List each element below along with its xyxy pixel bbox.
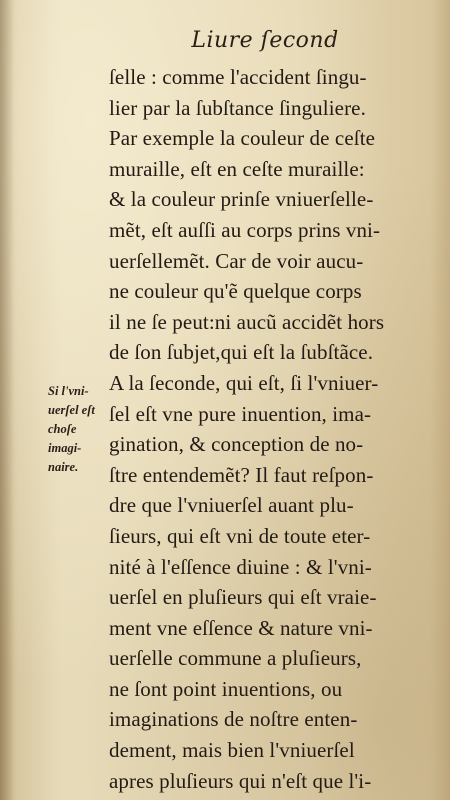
text-line: ſel eſt vne pure inuention, ima- xyxy=(109,401,372,426)
text-line: lier par la ſubſtance ſinguliere. xyxy=(109,95,366,120)
text-line: imaginations de noſtre enten- xyxy=(109,707,358,732)
running-head: Liure ſecond xyxy=(191,28,339,53)
marginal-note-line: imagi- xyxy=(48,441,82,455)
text-line: gination, & conception de no- xyxy=(109,432,364,457)
text-line: dement, mais bien l'vniuerſel xyxy=(109,738,355,763)
text-line: ſtre entendemẽt? Il faut reſpon- xyxy=(109,462,374,487)
marginal-note-line: uerſel eſt xyxy=(48,403,95,417)
text-line: nité à l'eſſence diuine : & l'vni- xyxy=(109,554,372,579)
text-line: muraille, eſt en ceſte muraille: xyxy=(109,156,365,181)
text-line: dre que l'vniuerſel auant plu- xyxy=(109,493,354,518)
body-text xyxy=(109,62,429,796)
text-line: ment vne eſſence & nature vni- xyxy=(109,615,373,640)
text-line: & la couleur prinſe vniuerſelle- xyxy=(109,187,374,212)
text-line: il ne ſe peut:ni aucũ accidẽt hors xyxy=(109,309,385,334)
marginal-note-line: choſe xyxy=(48,422,77,436)
text-line: mẽt, eſt auſſi au corps prins vni- xyxy=(109,217,381,242)
marginal-note xyxy=(48,382,108,477)
text-line: A la ſeconde, qui eſt, ſi l'vniuer- xyxy=(109,370,379,395)
text-line: Par exemple la couleur de ceſte xyxy=(109,126,376,151)
text-line: apres pluſieurs qui n'eſt que l'i- xyxy=(109,768,372,793)
marginal-note-line: naire. xyxy=(48,460,79,474)
text-line: ne couleur qu'ẽ quelque corps xyxy=(109,279,362,304)
text-line: ne ſont point inuentions, ou xyxy=(109,676,343,701)
text-line: ſieurs, qui eſt vni de toute eter- xyxy=(109,523,371,548)
binding-shadow xyxy=(0,0,14,800)
text-line: uerſellemẽt. Car de voir aucu- xyxy=(109,248,364,273)
text-line: uerſelle commune a pluſieurs, xyxy=(109,646,362,671)
text-line: uerſel en pluſieurs qui eſt vraie- xyxy=(109,585,377,610)
text-line: de ſon ſubjet,qui eſt la ſubſtãce. xyxy=(109,340,374,365)
marginal-note-line: Si l'vni- xyxy=(48,384,89,398)
text-line: ſelle : comme l'accident ſingu- xyxy=(109,65,367,89)
